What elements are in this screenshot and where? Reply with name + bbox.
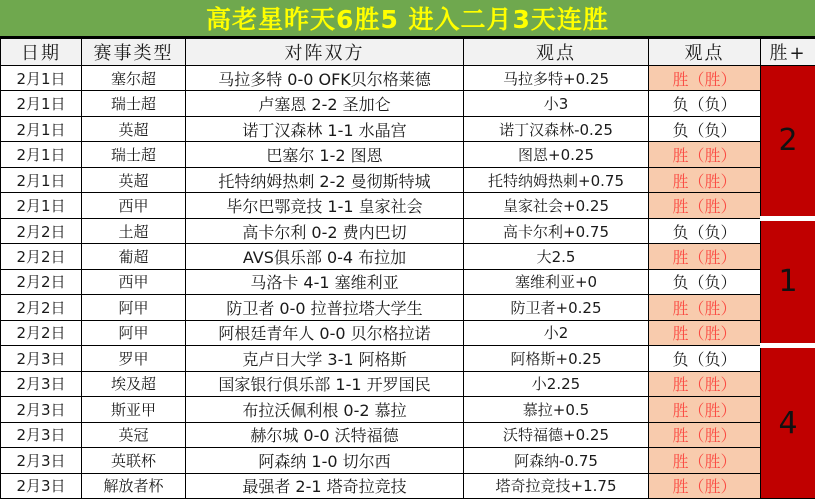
match-cell: 最强者 2-1 塔奇拉竞技 <box>186 473 464 499</box>
table-row <box>1 397 815 422</box>
date-cell: 2月3日 <box>1 371 82 396</box>
table-row <box>1 193 815 218</box>
result-cell: 负（负） <box>649 91 761 116</box>
pick-cell: 托特纳姆热刺+0.75 <box>464 167 649 192</box>
result-cell: 胜（胜） <box>649 193 761 218</box>
winplus-cell: 4 <box>761 346 815 499</box>
table-row <box>1 448 815 473</box>
pick-cell: 阿格斯+0.25 <box>464 346 649 371</box>
table-row <box>1 422 815 447</box>
result-cell: 胜（胜） <box>649 295 761 320</box>
league-cell: 阿甲 <box>82 295 186 320</box>
date-cell: 2月1日 <box>1 142 82 167</box>
winplus-cell: 1 <box>761 218 815 345</box>
league-cell: 西甲 <box>82 269 186 294</box>
league-cell: 英冠 <box>82 422 186 447</box>
col-header-winplus: 胜+ <box>761 39 815 66</box>
date-cell: 2月1日 <box>1 91 82 116</box>
match-cell: 巴塞尔 1-2 图恩 <box>186 142 464 167</box>
date-cell: 2月3日 <box>1 422 82 447</box>
date-cell: 2月1日 <box>1 66 82 91</box>
result-cell: 胜（胜） <box>649 473 761 499</box>
pick-cell: 小3 <box>464 91 649 116</box>
col-header-league: 赛事类型 <box>82 39 186 66</box>
result-cell: 负（负） <box>649 346 761 371</box>
match-cell: 托特纳姆热刺 2-2 曼彻斯特城 <box>186 167 464 192</box>
banner-title: 高老星昨天6胜5 进入二月3天连胜 <box>206 5 609 34</box>
league-cell: 英超 <box>82 116 186 141</box>
banner <box>0 0 815 38</box>
pick-cell: 大2.5 <box>464 244 649 269</box>
col-header-pick: 观点 <box>464 39 649 66</box>
picks-table <box>0 38 815 499</box>
result-cell: 胜（胜） <box>649 422 761 447</box>
date-cell: 2月2日 <box>1 295 82 320</box>
league-cell: 英联杯 <box>82 448 186 473</box>
league-cell: 解放者杯 <box>82 473 186 499</box>
result-cell: 负（负） <box>649 116 761 141</box>
result-cell: 胜（胜） <box>649 167 761 192</box>
date-cell: 2月3日 <box>1 346 82 371</box>
table-row <box>1 269 815 294</box>
date-cell: 2月3日 <box>1 473 82 499</box>
pick-cell: 塔奇拉竞技+1.75 <box>464 473 649 499</box>
pick-cell: 马拉多特+0.25 <box>464 66 649 91</box>
date-cell: 2月3日 <box>1 448 82 473</box>
match-cell: 克卢日大学 3-1 阿格斯 <box>186 346 464 371</box>
result-cell: 胜（胜） <box>649 66 761 91</box>
match-cell: 防卫者 0-0 拉普拉塔大学生 <box>186 295 464 320</box>
date-cell: 2月3日 <box>1 397 82 422</box>
match-cell: 高卡尔利 0-2 费内巴切 <box>186 218 464 243</box>
match-cell: 毕尔巴鄂竞技 1-1 皇家社会 <box>186 193 464 218</box>
league-cell: 斯亚甲 <box>82 397 186 422</box>
col-header-match: 对阵双方 <box>186 39 464 66</box>
pick-cell: 沃特福德+0.25 <box>464 422 649 447</box>
table-row <box>1 142 815 167</box>
winplus-cell: 2 <box>761 66 815 219</box>
header-row <box>1 39 815 66</box>
table-row <box>1 91 815 116</box>
match-cell: 赫尔城 0-0 沃特福德 <box>186 422 464 447</box>
result-cell: 胜（胜） <box>649 397 761 422</box>
result-cell: 胜（胜） <box>649 244 761 269</box>
pick-cell: 塞维利亚+0 <box>464 269 649 294</box>
table-row <box>1 218 815 243</box>
league-cell: 西甲 <box>82 193 186 218</box>
table-row <box>1 371 815 396</box>
date-cell: 2月2日 <box>1 320 82 345</box>
league-cell: 埃及超 <box>82 371 186 396</box>
date-cell: 2月2日 <box>1 269 82 294</box>
table-row <box>1 295 815 320</box>
pick-cell: 高卡尔利+0.75 <box>464 218 649 243</box>
match-cell: 马拉多特 0-0 OFK贝尔格莱德 <box>186 66 464 91</box>
league-cell: 瑞士超 <box>82 142 186 167</box>
pick-cell: 防卫者+0.25 <box>464 295 649 320</box>
result-cell: 负（负） <box>649 269 761 294</box>
pick-cell: 阿森纳-0.75 <box>464 448 649 473</box>
match-cell: 阿根廷青年人 0-0 贝尔格拉诺 <box>186 320 464 345</box>
match-cell: 马洛卡 4-1 塞维利亚 <box>186 269 464 294</box>
league-cell: 土超 <box>82 218 186 243</box>
table-row <box>1 473 815 499</box>
match-cell: 卢塞恩 2-2 圣加仑 <box>186 91 464 116</box>
date-cell: 2月2日 <box>1 244 82 269</box>
col-header-result: 观点 <box>649 39 761 66</box>
table-row <box>1 244 815 269</box>
result-cell: 胜（胜） <box>649 320 761 345</box>
pick-cell: 皇家社会+0.25 <box>464 193 649 218</box>
match-cell: 阿森纳 1-0 切尔西 <box>186 448 464 473</box>
pick-cell: 小2.25 <box>464 371 649 396</box>
match-cell: AVS俱乐部 0-4 布拉加 <box>186 244 464 269</box>
pick-cell: 诺丁汉森林-0.25 <box>464 116 649 141</box>
pick-cell: 慕拉+0.5 <box>464 397 649 422</box>
league-cell: 葡超 <box>82 244 186 269</box>
pick-cell: 图恩+0.25 <box>464 142 649 167</box>
league-cell: 塞尔超 <box>82 66 186 91</box>
date-cell: 2月2日 <box>1 218 82 243</box>
match-cell: 诺丁汉森林 1-1 水晶宫 <box>186 116 464 141</box>
league-cell: 英超 <box>82 167 186 192</box>
result-cell: 负（负） <box>649 218 761 243</box>
result-cell: 胜（胜） <box>649 371 761 396</box>
table-row <box>1 320 815 345</box>
date-cell: 2月1日 <box>1 167 82 192</box>
table-row <box>1 346 815 371</box>
table-row <box>1 116 815 141</box>
col-header-date: 日期 <box>1 39 82 66</box>
league-cell: 瑞士超 <box>82 91 186 116</box>
match-cell: 布拉沃佩利根 0-2 慕拉 <box>186 397 464 422</box>
match-cell: 国家银行俱乐部 1-1 开罗国民 <box>186 371 464 396</box>
table-row <box>1 167 815 192</box>
result-cell: 胜（胜） <box>649 142 761 167</box>
league-cell: 罗甲 <box>82 346 186 371</box>
league-cell: 阿甲 <box>82 320 186 345</box>
pick-cell: 小2 <box>464 320 649 345</box>
date-cell: 2月1日 <box>1 116 82 141</box>
result-cell: 胜（胜） <box>649 448 761 473</box>
date-cell: 2月1日 <box>1 193 82 218</box>
table-row <box>1 66 815 91</box>
